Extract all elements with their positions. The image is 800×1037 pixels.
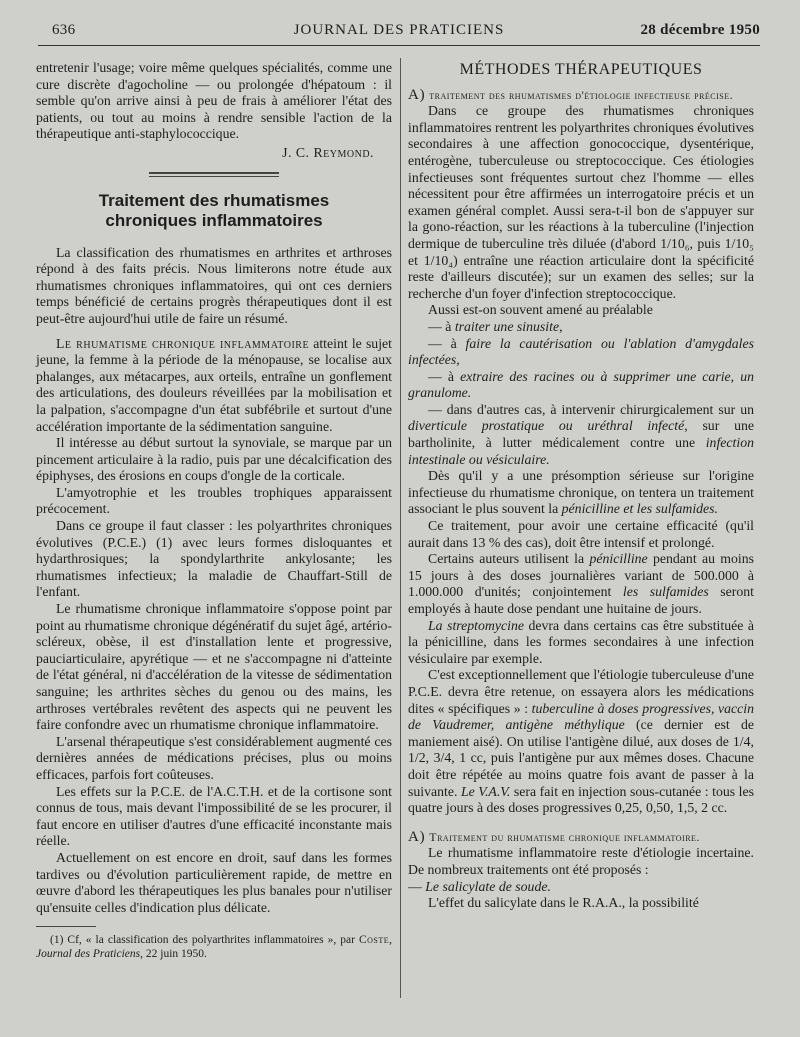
paragraph-rci-text: atteint le sujet jeune, la femme à la période de la ménopause, se localise aux phalanges, aux métacarpes, aux orteils, entraîne un gonflement des articulations, des douleurs réveillées par la mobilisation et la palpation, s'accompagne d'un état subfébrile et surtout d'une accélération importante de la sédimentation sanguine.	[36, 335, 392, 434]
list-item-carie: — à extraire des racines ou à supprimer une carie, un granulome.	[408, 368, 754, 401]
column-divider	[400, 58, 401, 998]
paragraph-acth: Les effets sur la P.C.E. de l'A.C.T.H. et de la cortisone sont connus de tous, mais devant l'impossibilité de se les procurer, il faut encore en utiliser d'autres d'une efficacité inconstante mais réelle.	[36, 783, 392, 849]
paragraph-rci	[36, 336, 392, 436]
paragraph-synoviale: Il intéresse au début surtout la synoviale, se marque par un pincement articulaire à la radio, puis par une décalcification des épiphyses, des érosions en coups d'ongle de la corticale.	[36, 435, 392, 484]
right-column	[408, 60, 754, 912]
footnote-journal: Journal des Praticiens	[36, 948, 141, 961]
author-signature: J. C. Reymond.	[282, 144, 374, 160]
paragraph-presomption: Dès qu'il y a une présomption sérieuse sur l'origine infectieuse du rhumatisme chronique, on tentera un traitement associant le plus souvent la pénicilline et les sulfamides.	[408, 468, 754, 517]
paragraph-amyotrophie: L'amyotrophie et les troubles trophiques apparaissent précocement.	[36, 484, 392, 517]
subheading-b: A) Traitement du rhumatisme chronique inflammatoire.	[408, 828, 700, 845]
journal-title: JOURNAL DES PRATICIENS	[293, 22, 505, 38]
footnote: (1) Cf, « la classification des polyarthrites inflammatoires », par Coste, Journal des Praticiens, 22 juin 1950.	[36, 934, 392, 961]
footnote-author: Coste	[358, 934, 390, 947]
article-title-line2: chroniques inflammatoires	[105, 210, 323, 230]
list-item-chirurgie: — dans d'autres cas, à intervenir chirurgicalement sur un diverticule prostatique ou uréthral infecté, sur une bartholinite, à lutter médicalement contre une infection intestinale ou vésiculaire.	[408, 401, 754, 467]
paragraph-prealable: Aussi est-on souvent amené au préalable	[428, 302, 653, 318]
footnote-rule	[36, 926, 96, 927]
paragraph-actuellement: Actuellement on est encore en droit, sauf dans les formes tardives ou d'évolution particulièrement rapide, de mettre en œuvre d'abord les thérapeutiques les plus banales pour n'utiliser qu'ensuite celles d'indication plus délicate.	[36, 849, 392, 915]
page-number: 636	[52, 22, 76, 38]
paragraph-arsenal: L'arsenal thérapeutique s'est considérablement augmenté ces dernières années de médications précises, plus ou moins efficaces, parfois fort coûteuses.	[36, 733, 392, 782]
paragraph-opposition: Le rhumatisme chronique inflammatoire s'oppose point par point au rhumatisme chronique dégénératif du sujet âgé, artério-scléreux, obèse, il est d'installation lente et progressive, pauciarticulaire, apyrétique — et ne s'accompagne ni d'atteinte de l'état général, ni d'accélération de la vitesse de sédimentation sanguine; les arthrites sèches du genou ou des mains, les arthroses vertébrales revêtent des aspects qui ne peuvent les faire confondre avec un rhumatisme chronique inflammatoire.	[36, 601, 392, 733]
list-item-sinusite: — à traiter une sinusite,	[428, 318, 563, 334]
subheading-a: A) traitement des rhumatismes d'étiologie infectieuse précise.	[408, 86, 734, 103]
paragraph-groupe: Dans ce groupe il faut classer : les polyarthrites chroniques évolutives (P.C.E.) (1) avec leurs formes disloquantes et hydarthrosiques; la spondylarthrite ankylosante; les rhumatismes infectieux; la maladie de Chauffart-Still de l'enfant.	[36, 518, 392, 600]
page-header	[38, 20, 760, 44]
article-title	[36, 191, 392, 231]
paragraph-groupe-infectieux: Dans ce groupe des rhumatismes chroniques inflammatoires rentrent les polyarthrites chroniques évolutives secondaires à une affection gonococcique, dysentérique, entérogène, tuberculeuse ou streptococcique. Ces étiologies infectieuses sont fréquentes surtout chez l'homme — elles nécessitent pour être affirmées un interrogatoire précis et un examen général complet. Aussi sera-t-il bon de s'appuyer sur la gono-réaction, sur les réactions à la tuberculine (l'injection dermique de tuberculine très diluée (d'abord 1/10₆, puis 1/10₅ et 1/10₄) entraîne une réaction articulaire dont la spécificité reste d'ailleurs discutée); sur un examen des selles; sur la recherche d'un foyer d'infection streptococcique.	[408, 103, 754, 301]
paragraph-salicylate: L'effet du salicylate dans le R.A.A., la possibilité	[428, 895, 699, 911]
list-item-amygdales: — à faire la cautérisation ou l'ablation d'amygdales infectées,	[408, 335, 754, 368]
header-rule	[38, 45, 760, 46]
issue-date: 28 décembre 1950	[640, 22, 760, 38]
left-column	[36, 60, 392, 961]
section-title: MÉTHODES THÉRAPEUTIQUES	[459, 61, 703, 78]
list-item-salicylate: — Le salicylate de soude.	[408, 878, 551, 894]
paragraph-penicilline: Certains auteurs utilisent la pénicilline pendant au moins 15 jours à des doses journalières variant de 500.000 à 1.000.000 d'unités; conjointement les sulfamides seront employés à haute dose pendant une huitaine de jours.	[408, 551, 754, 616]
paragraph-streptomycine: La streptomycine devra dans certains cas être substituée à la pénicilline, dans les formes secondaires à une infection vésiculaire par exemple.	[408, 617, 754, 666]
paragraph-classification: La classification des rhumatismes en arthrites et arthroses répond à des faits précis. Nous limiterons notre étude aux rhumatismes chroniques inflammatoires, qui ont ces derniers temps bénéficié de certains progrès thérapeutiques dont il est peut-être aujourd'hui utile de faire un résumé.	[36, 244, 392, 326]
paragraph-rci-lead: Le rhumatisme chronique inflammatoire	[56, 335, 310, 351]
intro-paragraph: entretenir l'usage; voire même quelques spécialités, comme une cure discrète d'agocholine — ou prolongée d'hépatoum : il semble qu'on arrive ainsi à peu de frais à améliorer l'état des patients, ou tout au moins à rendre sensible l'action de la thérapeutique anti-staphylococcique.	[36, 60, 392, 142]
separator-rule	[149, 172, 279, 177]
paragraph-incertaine: Le rhumatisme inflammatoire reste d'étiologie incertaine. De nombreux traitements ont été proposés :	[408, 845, 754, 877]
paragraph-tuberculeuse: C'est exceptionnellement que l'étiologie tuberculeuse d'une P.C.E. devra être retenue, on essayera alors les médications dites « spécifiques » : tuberculine à doses progressives, vaccin de Vaudremer, antigène méthylique (ce dernier est de maniement aisé). On utilise l'antigène dilué, aux doses de 1/4, 1/2, 3/4, 1 cc, puis l'antigène pur aux mêmes doses. Chacune doit être répétée au moins quatre fois avant de passer à la suivante. Le V.A.V. sera fait en injection sous-cutanée : tous les quatre jours à des doses progressives 0,25, 0,50, 1,5, 2 cc.	[408, 667, 754, 816]
article-title-line1: Traitement des rhumatismes	[98, 190, 330, 210]
paragraph-efficacite: Ce traitement, pour avoir une certaine efficacité (qu'il aurait dans 13 % des cas), doit être intensif et prolongé.	[408, 518, 754, 550]
